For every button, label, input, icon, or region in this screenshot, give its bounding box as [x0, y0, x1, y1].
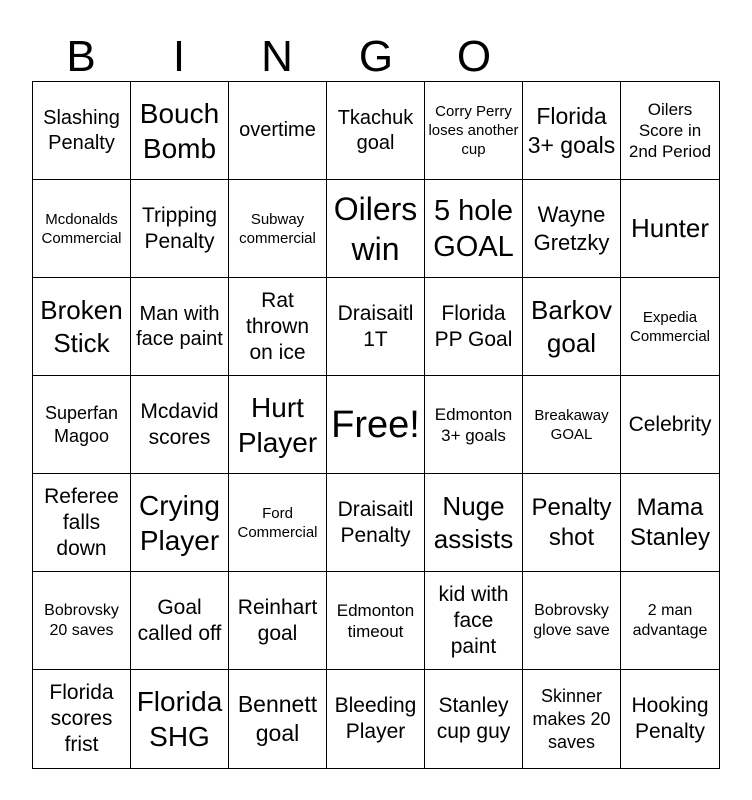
bingo-cell[interactable] [229, 474, 327, 572]
title-letter-i: I [172, 32, 186, 81]
bingo-cell-label: Free! [331, 403, 420, 446]
bingo-cell-label: Hurt Player [237, 391, 318, 458]
bingo-cell[interactable] [131, 572, 229, 670]
bingo-cell[interactable] [425, 82, 523, 180]
bingo-cell-label: Bobrovsky 20 saves [44, 601, 119, 639]
bingo-cell[interactable] [327, 474, 425, 572]
bingo-cell-label: Crying Player [139, 489, 220, 556]
bingo-cell-label: Hooking Penalty [631, 694, 709, 743]
bingo-cell[interactable] [621, 376, 719, 474]
bingo-cell-label: Draisaitl 1T [337, 301, 414, 351]
bingo-cell[interactable] [229, 376, 327, 474]
bingo-cell-label: 5 hole GOAL [433, 194, 514, 263]
bingo-cell-label: Celebrity [628, 412, 712, 436]
bingo-cell[interactable] [621, 278, 719, 376]
bingo-cell[interactable] [425, 278, 523, 376]
bingo-cell[interactable] [621, 180, 719, 278]
title-letter-b: B [66, 32, 96, 81]
bingo-cell[interactable] [229, 278, 327, 376]
bingo-cell-label: Stanley cup guy [436, 694, 511, 743]
bingo-cell[interactable] [229, 670, 327, 768]
bingo-cell[interactable] [621, 670, 719, 768]
bingo-cell-label: Edmonton timeout [336, 600, 415, 641]
bingo-cell[interactable] [327, 572, 425, 670]
bingo-cell-label: Slashing Penalty [43, 106, 120, 154]
bingo-cell[interactable] [621, 474, 719, 572]
bingo-cell[interactable] [33, 82, 131, 180]
bingo-cell[interactable] [327, 82, 425, 180]
bingo-cell-label: Bobrovsky glove save [533, 601, 610, 639]
bingo-cell[interactable] [523, 180, 621, 278]
bingo-cell-label: Subway commercial [239, 210, 316, 247]
bingo-cell-label: Mcdonalds Commercial [41, 210, 122, 247]
bingo-cell-label: Man with face paint [136, 302, 223, 350]
bingo-cell[interactable] [131, 278, 229, 376]
title-letter-g: G [358, 32, 394, 81]
bingo-cell[interactable] [327, 180, 425, 278]
bingo-cell[interactable] [131, 670, 229, 768]
bingo-cell-label: overtime [239, 119, 316, 141]
bingo-cell[interactable] [33, 278, 131, 376]
bingo-cell-label: Florida 3+ goals [527, 102, 616, 158]
bingo-cell-label: Florida SHG [136, 686, 223, 752]
bingo-cell-label: Nuge assists [433, 490, 514, 554]
bingo-cell-label: Expedia Commercial [629, 308, 710, 345]
bingo-cell-label: Wayne Gretzky [533, 201, 610, 255]
bingo-cell[interactable] [425, 670, 523, 768]
title-letter-n: N [261, 32, 293, 81]
bingo-cell-label: Bennett goal [237, 691, 318, 746]
bingo-cell[interactable] [327, 278, 425, 376]
bingo-cell-label: Corry Perry loses another cup [428, 103, 519, 158]
bingo-cell-label: Florida scores frist [49, 681, 114, 756]
bingo-cell[interactable] [33, 572, 131, 670]
bingo-cell[interactable] [131, 82, 229, 180]
bingo-cell[interactable] [523, 474, 621, 572]
bingo-cell[interactable] [229, 572, 327, 670]
bingo-cell-label: Tripping Penalty [141, 203, 218, 253]
bingo-cell-label: Bouch Bomb [139, 97, 220, 164]
bingo-cell-label: Penalty shot [531, 493, 612, 551]
bingo-cell-label: Referee falls down [44, 484, 119, 560]
bingo-cell-label: Florida PP Goal [434, 301, 513, 351]
bingo-cell[interactable] [425, 376, 523, 474]
bingo-cell-label: Reinhart goal [237, 595, 318, 645]
bingo-cell-label: Rat thrown on ice [245, 288, 310, 364]
bingo-cell[interactable] [425, 572, 523, 670]
bingo-cell-label: Barkov goal [531, 294, 612, 358]
bingo-cell-label: Superfan Magoo [44, 402, 119, 446]
bingo-cell[interactable] [131, 376, 229, 474]
bingo-cell[interactable] [229, 180, 327, 278]
bingo-cell-label: Tkachuk goal [337, 106, 414, 154]
bingo-cell-label: Edmonton 3+ goals [434, 404, 513, 445]
bingo-cell[interactable] [33, 474, 131, 572]
bingo-cell[interactable] [33, 376, 131, 474]
bingo-cell-label: Draisaitl Penalty [337, 497, 414, 547]
bingo-cell[interactable] [131, 474, 229, 572]
bingo-cell-label: Goal called off [137, 595, 222, 645]
bingo-cell[interactable] [523, 670, 621, 768]
bingo-title [32, 34, 720, 80]
bingo-cell-label: Broken Stick [40, 294, 123, 358]
bingo-cell-label: Oilers win [333, 190, 418, 267]
bingo-cell[interactable] [523, 278, 621, 376]
bingo-cell[interactable] [523, 376, 621, 474]
bingo-cell[interactable] [327, 670, 425, 768]
bingo-cell[interactable] [425, 474, 523, 572]
bingo-cell-label: Oilers Score in 2nd Period [628, 100, 712, 161]
bingo-cell[interactable] [131, 180, 229, 278]
bingo-cell-label: kid with face paint [438, 582, 509, 658]
bingo-cell[interactable] [33, 670, 131, 768]
bingo-cell[interactable] [33, 180, 131, 278]
bingo-cell-label: Mcdavid scores [140, 399, 219, 449]
bingo-cell[interactable] [327, 376, 425, 474]
bingo-cell-label: Skinner makes 20 saves [532, 685, 611, 752]
bingo-cell-label: Breakaway GOAL [534, 406, 609, 443]
bingo-cell-label: 2 man advantage [632, 601, 708, 639]
bingo-grid [32, 81, 720, 769]
bingo-cell[interactable] [621, 572, 719, 670]
bingo-cell[interactable] [425, 180, 523, 278]
title-letter-o: O [456, 32, 492, 81]
bingo-cell-label: Mama Stanley [629, 493, 711, 551]
bingo-cell[interactable] [523, 82, 621, 180]
bingo-cell-label: Ford Commercial [237, 504, 318, 541]
bingo-cell[interactable] [523, 572, 621, 670]
bingo-cell[interactable] [621, 82, 719, 180]
bingo-cell-label: Hunter [630, 213, 710, 243]
bingo-cell-label: Bleeding Player [334, 694, 417, 743]
bingo-cell[interactable] [229, 82, 327, 180]
